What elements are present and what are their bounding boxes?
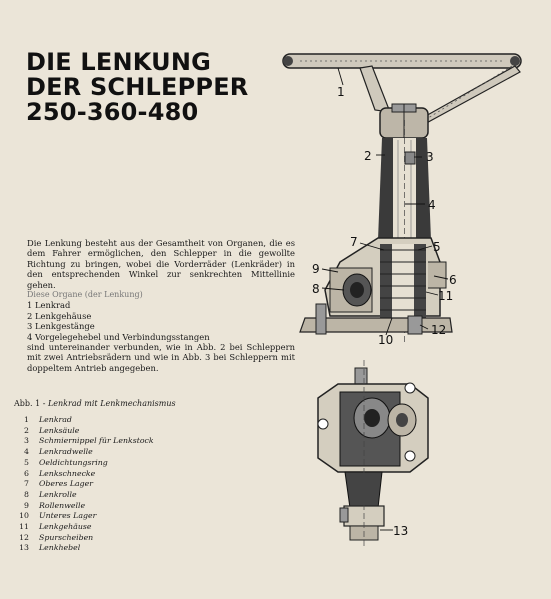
legend-num: 7 — [24, 479, 29, 489]
callout-6: 6 — [449, 273, 457, 287]
legend-num: 4 — [24, 447, 29, 457]
gear-box — [300, 238, 452, 334]
callout-11: 11 — [438, 289, 454, 303]
title-line-2: DER SCHLEPPER — [26, 73, 249, 101]
legend-label: Lenkhebel — [39, 543, 81, 553]
legend-label: Lenkrad — [39, 415, 72, 424]
legend-num: 2 — [24, 425, 29, 435]
title-line-1: DIE LENKUNG — [26, 48, 212, 76]
legend-num: 10 — [19, 511, 29, 521]
steering-hub — [380, 104, 428, 140]
callout-5: 5 — [433, 240, 441, 254]
organs-item: 2 Lenkgehäuse — [27, 310, 92, 321]
organs-header: Diese Organe (der Lenkung) — [27, 290, 143, 299]
organs-item: 4 Vorgelegehebel und Verbindungsstangen — [27, 331, 210, 342]
callout-13: 13 — [393, 524, 409, 538]
legend-num: 5 — [24, 457, 29, 467]
legend-label: Rollenwelle — [39, 500, 86, 510]
legend-num: 13 — [19, 543, 29, 553]
legend-num: 9 — [24, 500, 29, 510]
legend-num: 11 — [19, 522, 29, 532]
legend-num: 6 — [24, 468, 29, 478]
legend-label: Lenksäule — [39, 425, 80, 435]
legend-num: 1 — [24, 415, 29, 424]
caption-text: Lenkrad mit Lenkmechanismus — [47, 399, 176, 408]
organs-item: 1 Lenkrad — [27, 300, 71, 311]
legend-label: Unteres Lager — [39, 511, 97, 521]
caption-lead: Abb. 1 - — [14, 399, 48, 408]
legend-label: Lenkrolle — [39, 489, 77, 499]
callout-3: 3 — [426, 150, 434, 164]
legend-label: Schmiernippel für Lenkstock — [39, 436, 154, 446]
callout-8: 8 — [312, 282, 320, 296]
legend-num: 12 — [19, 532, 29, 542]
legend-label: Lenkgehäuse — [39, 522, 92, 532]
legend-label: Oeldichtungsring — [39, 457, 108, 467]
legend-label: Oberes Lager — [39, 479, 93, 489]
legend-num: 8 — [24, 489, 29, 499]
callout-7: 7 — [350, 235, 358, 249]
organs-tail: sind untereinander verbunden, wie in Abb. 2 bei Schleppern mit zwei Antriebsrädern und wie in Abb. 3 bei Schleppern mit doppeltem Antrieb angegeben. — [27, 342, 295, 373]
legend-num: 3 — [24, 436, 29, 446]
legend-label: Spurscheiben — [39, 532, 94, 542]
legend-label: Lenkradwelle — [39, 447, 93, 457]
callout-1: 1 — [337, 85, 345, 99]
organs-item: 3 Lenkgestänge — [27, 321, 95, 332]
legend-label: Lenkschnecke — [39, 468, 96, 478]
title-line-3: 250-360-480 — [26, 98, 199, 126]
callout-10: 10 — [378, 333, 394, 347]
callout-2: 2 — [364, 149, 372, 163]
intro-paragraph: Die Lenkung besteht aus der Gesamtheit von Organen, die es dem Fahrer ermöglichen, den Schlepper in die gewollte Richtung zu bringen, wobei die Vorderräder (Lenkräder) in den entsprechenden Winkel zur senkrechten Mittellinie gehen. — [27, 238, 295, 290]
callout-9: 9 — [312, 262, 320, 276]
lower-view-illustration — [318, 360, 428, 548]
callout-4: 4 — [428, 198, 436, 212]
callout-12: 12 — [431, 323, 447, 337]
